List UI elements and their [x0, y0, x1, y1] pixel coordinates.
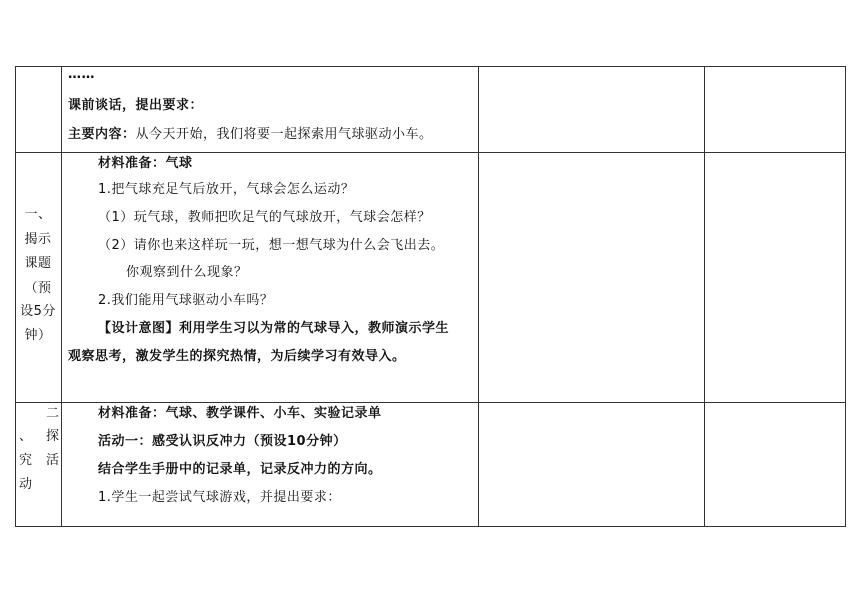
section-title-part: 动 [19, 477, 33, 492]
main-content-text: 从今天开始，我们将要一起探索用气球驱动小车。 [135, 127, 433, 142]
record-task: 结合学生手册中的记录单，记录反冲力的方向。 [98, 462, 382, 477]
table-line [15, 66, 845, 67]
table-line [15, 526, 845, 527]
table-line [15, 402, 845, 403]
section-title-part: 探 [46, 429, 60, 444]
section-time-part: （预 [24, 281, 52, 296]
design-intent-line1: 【设计意图】利用学生习以为常的气球导入，教师演示学生 [98, 321, 450, 336]
step-1: 1.学生一起尝试气球游戏，并提出要求： [98, 490, 341, 505]
table-line [704, 66, 705, 527]
design-intent-line2: 观察思考，激发学生的探究热情，为后续学习有效导入。 [68, 349, 406, 364]
question-1: 1.把气球充足气后放开，气球会怎么运动？ [98, 182, 355, 197]
table-line [478, 66, 479, 527]
question-1a: （1）玩气球，教师把吹足气的气球放开，气球会怎样？ [98, 210, 431, 225]
material-prep: 材料准备：气球 [98, 156, 193, 171]
question-1c: 你观察到什么现象？ [126, 265, 248, 280]
question-1b: （2）请你也来这样玩一玩，想一想气球为什么会飞出去。 [98, 238, 445, 253]
table-line [15, 152, 845, 153]
section-time-part: 钟） [24, 328, 52, 343]
section-title-part: 究 [19, 453, 33, 468]
table-line [61, 66, 62, 527]
activity-one: 活动一：感受认识反冲力（预设10分钟） [98, 434, 347, 449]
pre-class-talk: 课前谈话，提出要求： [68, 98, 204, 113]
question-2: 2.我们能用气球驱动小车吗？ [98, 293, 274, 308]
section-title-part: 、 [19, 429, 33, 444]
main-content [68, 127, 433, 143]
main-content-label: 主要内容： [68, 127, 136, 142]
material-prep-2: 材料准备：气球、教学课件、小车、实验记录单 [98, 406, 382, 421]
section-title-part: 课题 [24, 256, 52, 271]
section-number-two: 二 [46, 406, 60, 421]
section-title-part: 活 [46, 453, 60, 468]
section-title-part: 揭示 [24, 232, 52, 247]
section-number-one: 一、 [24, 207, 52, 222]
table-line [845, 66, 846, 527]
section-time-part: 设5分 [20, 304, 56, 319]
ellipsis: …… [68, 67, 95, 82]
